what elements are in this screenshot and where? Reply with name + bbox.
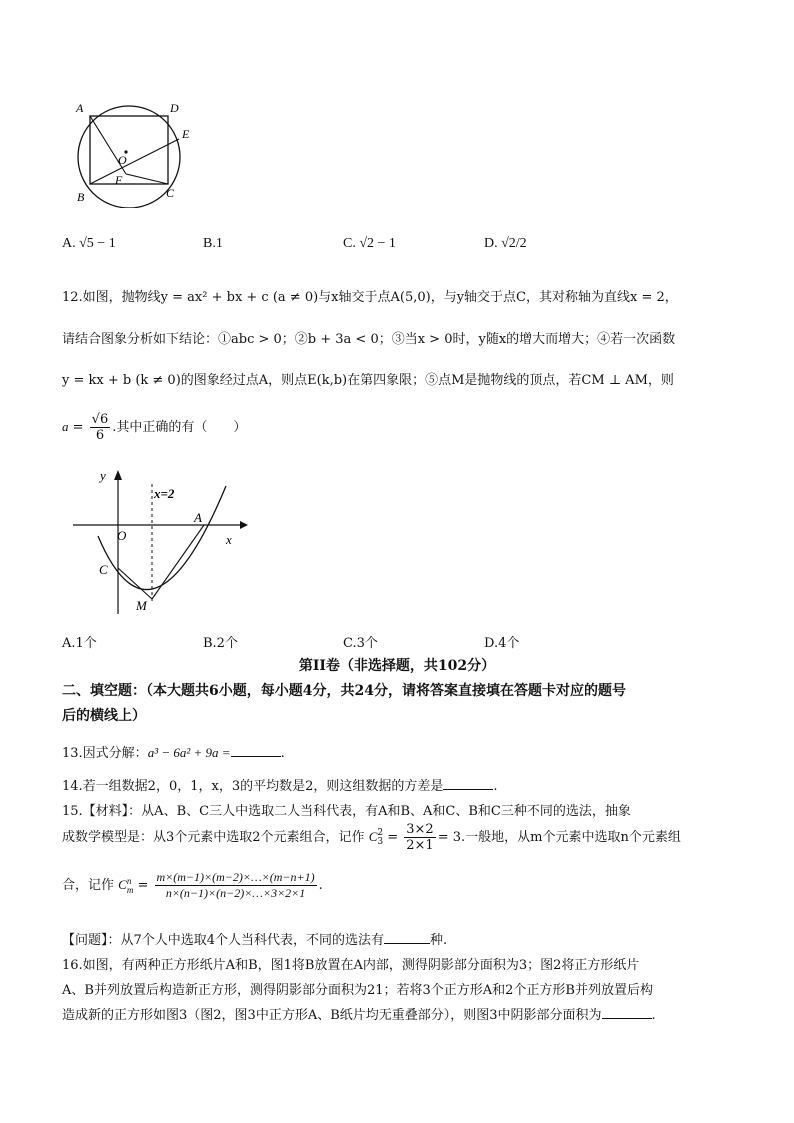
q16-line3-text: 造成新的正方形如图3（图2，图3中正方形A、B纸片均无重叠部分），则图3中阴影部分面积为	[62, 1008, 602, 1023]
label-C: C	[166, 186, 175, 200]
label-A: A	[76, 101, 84, 115]
option-c: C. √2 − 1	[343, 236, 396, 251]
option-b: B.1	[203, 236, 223, 251]
q13-answer-blank[interactable]	[231, 756, 281, 757]
axis-x-label: x	[226, 532, 232, 547]
q12-line4: a = $\frac{√6}{6}$ .其中正确的有（ ）	[62, 412, 247, 443]
q14-answer-blank[interactable]	[443, 789, 493, 790]
label-E: E	[182, 127, 190, 141]
label-B: B	[77, 190, 85, 204]
origin-label: O	[117, 528, 127, 543]
q15-line3: 合，记作 C n m = $\frac{m\times(m-1)\times(m-2)\times\dots\times(m-n+1)}{n\times(n-1)\times(n-2)\times\dots\times 3\times 2\times 1}$ .	[62, 870, 323, 900]
label-D: D	[170, 101, 179, 115]
point-m-label: M	[136, 598, 147, 613]
q15-line1: 15.【材料】：从A、B、C三人中选取二人当科代表，有A和B、A和C、B和C三种不同的选法，抽象	[62, 804, 631, 819]
q12-option-b: B.2个	[203, 636, 238, 651]
q16-line2: A、B并列放置后构造新正方形，测得阴影部分面积为21；若将3个正方形A和2个正方形B并列放置后构	[62, 983, 653, 998]
q14: 14.若一组数据2，0，1，x，3的平均数是2，则这组数据的方差是 .	[62, 779, 498, 794]
q15-line2-b: = 3.一般地，从m个元素中选取n个元素组	[437, 830, 681, 845]
label-O: O	[118, 153, 127, 167]
parabola-figure	[68, 464, 248, 614]
q12-line1: 12.如图，抛物线y = ax² + bx + c (a ≠ 0)与x轴交于点A(5,0)，与y轴交于点C，其对称轴为直线x = 2，	[62, 290, 678, 305]
q15-line2: 成数学模型是：从3个元素中选取2个元素组合，记作 C 2 3 = $\frac{3\times 2}{2\times 1}$ = 3.一般地，从m个元素中选取n个元素组	[62, 822, 681, 853]
q15-line3-a: 合，记作	[62, 878, 115, 893]
q12-line3: y = kx + b (k ≠ 0)的图象经过点A，则点E(k,b)在第四象限；⑤点M是抛物线的顶点，若CM ⊥ AM，则	[62, 373, 674, 388]
q15-frac-num: m×(m−1)×(m−2)×…×(m−n+1)	[156, 870, 315, 884]
q12-tail: .其中正确的有（ ）	[112, 420, 247, 435]
q13-prefix: 13.因式分解：	[62, 746, 148, 761]
option-d: D. √2/2	[484, 236, 527, 251]
point-c-label: C	[99, 562, 108, 577]
q13: 13.因式分解：a³ − 6a² + 9a = .	[62, 745, 285, 761]
q12-option-d: D.4个	[484, 636, 520, 651]
q16-line1: 16.如图，有两种正方形纸片A和B，图1将B放置在A内部，测得阴影部分面积为3；图2将正方形纸片	[62, 958, 640, 973]
symmetry-label: x=2	[154, 486, 175, 501]
q15-question-tail: 种.	[430, 933, 448, 948]
q15-frac-den: n×(n−1)×(n−2)×…×3×2×1	[165, 886, 306, 900]
q12-line2: 请结合图象分析如下结论：①abc > 0；②b + 3a < 0；③当x > 0时，y随x的增大而增大；④若一次函数	[62, 332, 676, 347]
section2-line1: 二、填空题：（本大题共6小题，每小题4分，共24分，请将答案直接填在答题卡对应的题号	[62, 683, 626, 699]
q12-option-a: A.1个	[62, 636, 97, 651]
q12-option-c: C.3个	[343, 636, 378, 651]
point-a-label: A	[194, 510, 202, 525]
q15-question	[62, 929, 447, 948]
label-F: F	[115, 173, 123, 187]
option-a: A. √5 − 1	[62, 236, 116, 251]
q14-text: 14.若一组数据2，0，1，x，3的平均数是2，则这组数据的方差是	[62, 779, 444, 794]
circle-square-figure	[66, 96, 206, 208]
part2-title: 第II卷（非选择题，共102分）	[298, 658, 496, 674]
axis-y-label: y	[100, 468, 106, 483]
q13-expr: a³ − 6a² + 9a =	[147, 745, 231, 760]
q16-line3: 造成新的正方形如图3（图2，图3中正方形A、B纸片均无重叠部分），则图3中阴影部分面积为 .	[62, 1008, 656, 1023]
q16-answer-blank[interactable]	[602, 1018, 652, 1019]
q15-answer-blank[interactable]	[384, 943, 430, 944]
section2-line2: 后的横线上）	[62, 708, 146, 724]
q15-question-text: 【问题】：从7个人中选取4个人当科代表，不同的选法有	[62, 933, 385, 948]
q15-line2-a: 成数学模型是：从3个元素中选取2个元素组合，记作	[62, 830, 365, 845]
